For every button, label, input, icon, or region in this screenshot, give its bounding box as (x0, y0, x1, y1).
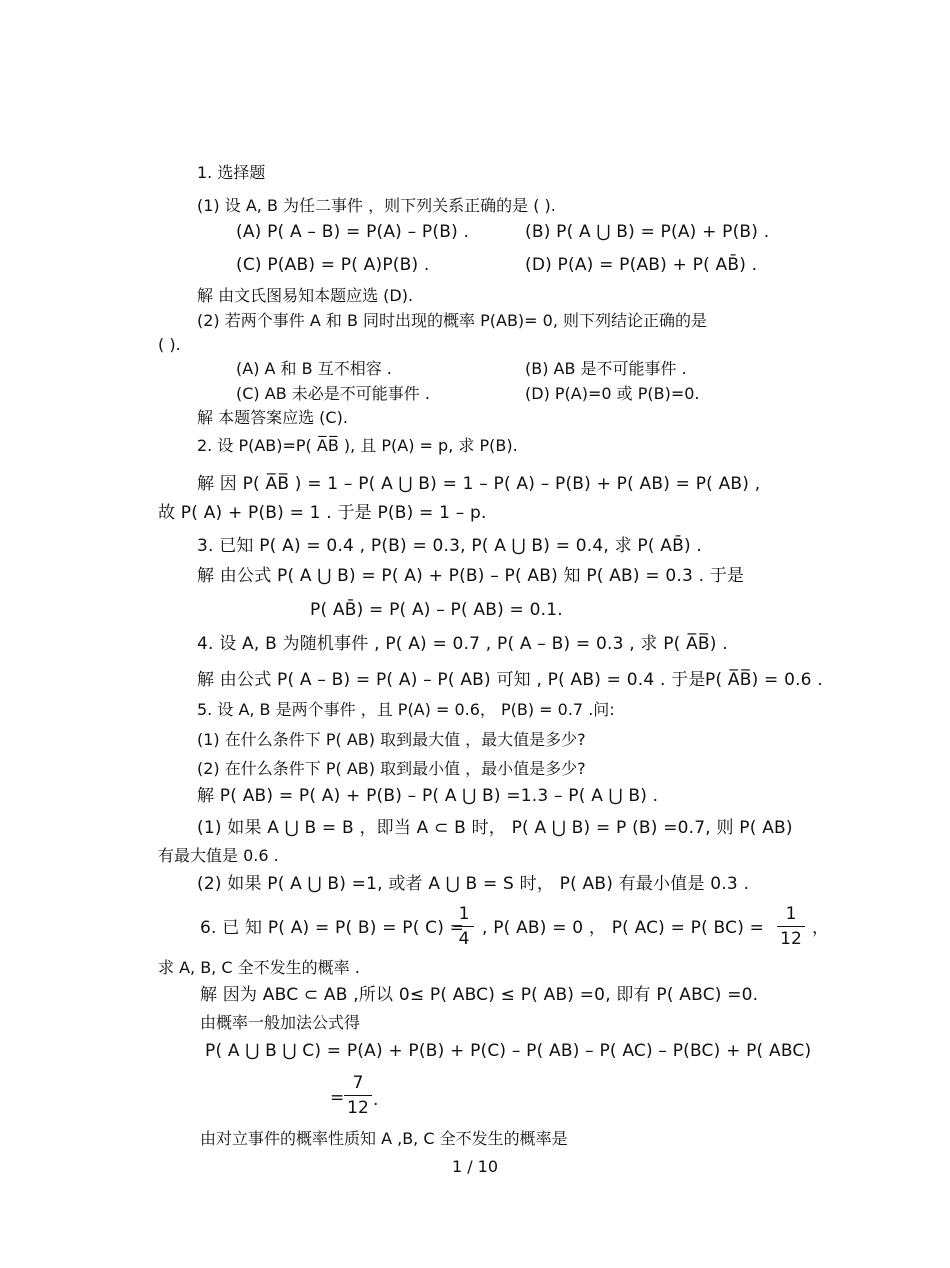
question-1-2: (2) 若两个事件 A 和 B 同时出现的概率 P(AB)= 0, 则下列结论正确的是 (197, 311, 708, 330)
solution-5-2: (2) 如果 P( A ⋃ B) =1, 或者 A ⋃ B = S 时， P( AB) 有最小值是 0.3 . (197, 874, 750, 894)
answer-1-1: 解 由文氏图易知本题应选 (D). (197, 286, 414, 305)
solution-6-formula-intro: 由概率一般加法公式得 (200, 1013, 361, 1032)
equals-sign: = (330, 1088, 345, 1108)
section-heading: 1. 选择题 (197, 163, 266, 182)
question-4: 4. 设 A, B 为随机事件 , P( A) = 0.7 , P( A – B) = 0.3 , 求 P( A̅B̅) . (197, 634, 728, 654)
answer-1-2: 解 本题答案应选 (C). (197, 408, 348, 427)
option-c: (C) AB 未必是不可能事件 . (236, 384, 430, 403)
fraction-one-quarter: 1 4 (454, 903, 474, 950)
period: . (373, 1090, 379, 1110)
option-b: (B) AB 是不可能事件 . (525, 359, 687, 378)
question-6-part3: ， (812, 918, 830, 938)
solution-3: 解 由公式 P( A ⋃ B) = P( A) + P(B) – P( AB) 知 P( AB) = 0.3 . 于是 (197, 566, 745, 586)
solution-5-1-cont: 有最大值是 0.6 . (158, 846, 279, 865)
solution-5: 解 P( AB) = P( A) + P(B) – P( A ⋃ B) =1.3 – P( A ⋃ B) . (197, 786, 659, 806)
fraction-bar (344, 1095, 372, 1096)
solution-2-cont: 故 P( A) + P(B) = 1 . 于是 P(B) = 1 – p. (158, 503, 487, 523)
fraction-bar (777, 926, 805, 927)
question-1-1: (1) 设 A, B 为任二事件 ，则下列关系正确的是 ( ). (197, 196, 556, 215)
solution-4-result: P( A̅B̅) = 0.6 . (705, 670, 823, 690)
question-2: 2. 设 P(AB)=P( A̅B̅ ), 且 P(A) = p, 求 P(B). (197, 436, 518, 455)
option-a: (A) P( A – B) = P(A) – P(B) . (236, 222, 470, 242)
question-5: 5. 设 A, B 是两个事件 ，且 P(A) = 0.6， P(B) = 0.7 .问: (197, 700, 615, 719)
solution-5-1: (1) 如果 A ⋃ B = B ，即当 A ⊂ B 时， P( A ⋃ B) = P (B) =0.7, 则 P( AB) (197, 818, 793, 838)
solution-2: 解 因 P( A̅B̅ ) = 1 – P( A ⋃ B) = 1 – P( A) – P(B) + P( AB) = P( AB) , (197, 474, 761, 494)
solution-6-formula: P( A ⋃ B ⋃ C) = P(A) + P(B) + P(C) – P( AB) – P( AC) – P(BC) + P( ABC) (205, 1041, 812, 1061)
solution-6-conclusion: 由对立事件的概率性质知 A ,B, C 全不发生的概率是 (200, 1129, 568, 1148)
option-d: (D) P(A) = P(AB) + P( AB̄) . (525, 255, 758, 275)
question-6-part2: , P( AB) = 0 ， P( AC) = P( BC) = (482, 918, 765, 938)
option-a: (A) A 和 B 互不相容 . (236, 359, 392, 378)
question-5-1: (1) 在什么条件下 P( AB) 取到最大值 ，最大值是多少? (197, 730, 586, 749)
fraction-seven-twelfths: 7 12 (344, 1072, 372, 1119)
solution-4: 解 由公式 P( A – B) = P( A) – P( AB) 可知 , P( AB) = 0.4 . 于是 (197, 670, 706, 690)
question-1-2-cont: ( ). (158, 335, 181, 354)
question-3: 3. 已知 P( A) = 0.4 , P(B) = 0.3, P( A ⋃ B) = 0.4, 求 P( AB̄) . (197, 536, 703, 556)
solution-6: 解 因为 ABC ⊂ AB ,所以 0≤ P( ABC) ≤ P( AB) =0, 即有 P( ABC) =0. (200, 985, 759, 1005)
solution-3-result: P( AB̄) = P( A) – P( AB) = 0.1. (310, 600, 563, 620)
question-6-cont: 求 A, B, C 全不发生的概率 . (158, 958, 360, 977)
question-6-part1: 6. 已 知 P( A) = P( B) = P( C) = (200, 918, 465, 938)
page-number: 1 / 10 (451, 1157, 499, 1176)
fraction-bar (454, 926, 474, 927)
question-5-2: (2) 在什么条件下 P( AB) 取到最小值 ，最小值是多少? (197, 759, 586, 778)
fraction-one-twelfth: 1 12 (777, 903, 805, 950)
option-b: (B) P( A ⋃ B) = P(A) + P(B) . (525, 222, 770, 242)
option-d: (D) P(A)=0 或 P(B)=0. (525, 384, 700, 403)
option-c: (C) P(AB) = P( A)P(B) . (236, 255, 430, 275)
